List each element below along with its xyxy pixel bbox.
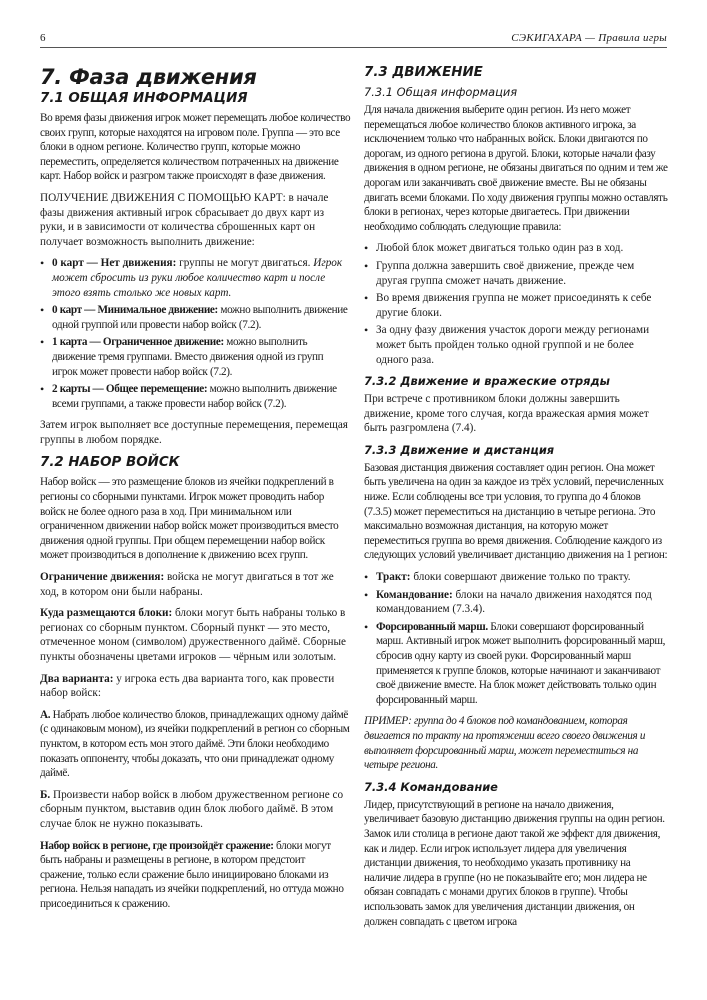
list-item: • Группа должна завершить своё движение, прежде чем другая группа сможет начать движение. <box>364 259 668 288</box>
paragraph: Базовая дистанция движения составляет один регион. Она может быть увеличена на один за каждое из трёх условий, перечисленных ниже. Если соблюдены все три условия, то группа до 4 блоков (7.3.5) может переместиться на дистанцию в четыре региона. Это максимально возможная дистанция, на которую может переместиться группа во время движения. Соблюдение каждого из следующих условий увеличивает дистанцию движения на 1 регион: <box>364 461 668 562</box>
subsection-7-3-4-heading: 7.3.4 Командование <box>364 779 498 794</box>
paragraph: Б. Произвести набор войск в любом дружественном регионе со сборным пунктом, выставив один блок любого даймё. В этом случае блок не нужно показывать. <box>40 788 344 830</box>
running-header-title: СЭКИГАХАРА — Правила игры <box>511 32 667 44</box>
paragraph: Лидер, присутствующий в регионе на начало движения, увеличивает базовую дистанцию движения группы на один регион. Замок или столица в регионе дают такой же эффект для движения, как и лидер. Если игрок использует лидера для увеличения дистанции движения, то необходимо указать противнику на наличие лидера в группе (но не показывайте его; мон лидера не обязан совпадать с монами других блоков в группе). Чтобы использовать замок для увеличения дистанции движения, он должен совпадать с цветом игрока <box>364 798 665 928</box>
paragraph: Ограничение движения: войска не могут двигаться в тот же ход, в котором они были набраны. <box>40 571 334 598</box>
list-item: • Во время движения группа не может присоединять к себе другие блоки. <box>364 291 668 320</box>
movement-rules-list <box>364 241 668 367</box>
chapter-title: 7. Фаза движения <box>40 65 257 89</box>
paragraph: При встрече с противником блоки должны завершить движение, кроме того случая, когда вражеская армия может быть разгромлена (7.4). <box>364 393 649 435</box>
paragraph: Во время фазы движения игрок может перемещать любое количество своих групп, которые находятся на игровом поле. Группа — это все блоки в одном регионе. Количество групп, которые можно переместить, определяется количеством потраченных на движение карт. Набор войск и разгром также происходят в фазе движения. <box>40 112 351 183</box>
left-column <box>40 55 351 919</box>
paragraph: Для начала движения выберите один регион. Из него может перемещаться любое количество блоков активного игрока, за исключением только что набранных войск. Блоки двигаются по дорогам, из одного региона в другой. Блоки, которые начали фазу движения в одном регионе, не обязаны двигаться по одним и тем же дорогам или заканчивать своё движение вместе. Вы не обязаны двигать всеми блоками. По ходу движения группы можно оставлять блоки в регионах, через которые двигаетесь. При движении необходимо соблюдать следующие правила: <box>364 104 668 233</box>
subsection-7-3-2-heading: 7.3.2 Движение и вражеские отряды <box>364 374 610 389</box>
paragraph: ПОЛУЧЕНИЕ ДВИЖЕНИЯ С ПОМОЩЬЮ КАРТ: в начале фазы движения активный игрок сбрасывает до двух карт из руки, и в зависимости от количества сброшенных карт он получает возможность выполнить движение: <box>40 191 329 248</box>
movement-options-list <box>40 256 351 411</box>
page-number: 6 <box>40 32 46 44</box>
list-item: • 1 карта — Ограниченное движение: можно выполнить движение тремя группами. Вместо движения одной из групп игрок может провести набор войск (7.2). <box>40 335 351 379</box>
paragraph: Куда размещаются блоки: блоки могут быть набраны только в регионах со сборным пунктом. Сборный пункт — это место, отмеченное моном (символом) дружественного даймё. Сборные пункты обозначены цветами игроков — чёрным или золотым. <box>40 607 346 663</box>
paragraph: Набор войск в регионе, где произойдёт сражение: блоки могут быть набраны и размещены в регионе, в котором предстоит сражение, только если сражение было инициировано блоками из региона. Нельзя нападать из ячейки подкреплений, но оттуда можно присоединиться к сражению. <box>40 839 344 910</box>
section-7-1-heading: 7.1 ОБЩАЯ ИНФОРМАЦИЯ <box>40 91 248 106</box>
paragraph: Затем игрок выполняет все доступные перемещения, перемещая группы в любом порядке. <box>40 419 348 446</box>
list-item: • Командование: блоки на начало движения находятся под командованием (7.3.4). <box>364 588 668 617</box>
list-item: • Любой блок может двигаться только один раз в ход. <box>364 241 668 256</box>
paragraph: Два варианта: у игрока есть два варианта того, как провести набор войск: <box>40 672 335 700</box>
list-item: • Форсированный марш. Блоки совершают форсированный марш. Активный игрок может выполнить форсированный марш, сбросив одну карту из своей руки. Форсированный марш применяется к группе блоков, которые начинают и заканчивают своё движение вместе. На блок может действовать только один форсированный марш. <box>364 620 668 708</box>
list-item: • 0 карт — Минимальное движение: можно выполнить движение одной группой или провести набор войск (7.2). <box>40 303 351 332</box>
right-column <box>364 55 668 936</box>
example-paragraph: ПРИМЕР: группа до 4 блоков под командованием, которая двигается по тракту на протяжении всего своего движения и выполняет форсированный марш, может переместиться на четыре региона. <box>364 715 646 772</box>
paragraph: Набор войск — это размещение блоков из ячейки подкреплений в регионы со сборными пунктами. Игрок может проводить набор войск не более одного раза в ход. При минимальном или ограниченном движении набор войск может производиться вместо движения одной группы. При общем перемещении набор войск может производиться в дополнение к движению всех групп. <box>40 476 339 562</box>
subsection-7-3-1-heading: 7.3.1 Общая информация <box>364 85 518 99</box>
section-7-2-heading: 7.2 НАБОР ВОЙСК <box>40 455 180 471</box>
subsection-7-3-3-heading: 7.3.3 Движение и дистанция <box>364 442 555 457</box>
header-rule <box>40 47 667 48</box>
list-item: • 2 карты — Общее перемещение: можно выполнить движение всеми группами, а также провести набор войск (7.2). <box>40 382 351 411</box>
list-item: • 0 карт — Нет движения: группы не могут двигаться. Игрок может сбросить из руки любое количество карт и после этого взять столько же новых карт. <box>40 256 351 300</box>
distance-conditions-list <box>364 570 668 707</box>
list-item: • Тракт: блоки совершают движение только по тракту. <box>364 570 668 585</box>
paragraph: А. Набрать любое количество блоков, принадлежащих одному даймё (с одинаковым моном), из ячейки подкреплений в регион со сборным пунктом, в котором есть мон этого даймё. Эти блоки необходимо показать оппоненту, чтобы доказать, что они принадлежат одному даймё. <box>40 708 350 780</box>
list-item: • За одну фазу движения участок дороги между регионами может быть пройден только одной группой и не более одного раза. <box>364 323 668 367</box>
section-7-3-heading: 7.3 ДВИЖЕНИЕ <box>364 65 483 80</box>
